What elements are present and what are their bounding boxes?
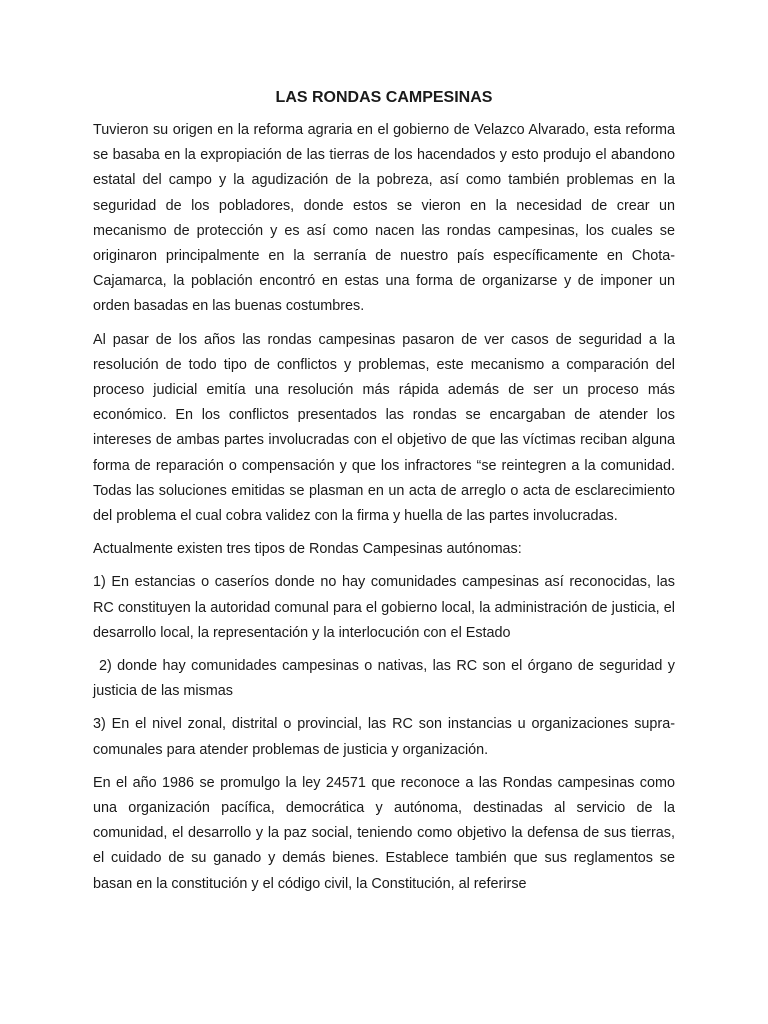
paragraph-origin: Tuvieron su origen en la reforma agraria en el gobierno de Velazco Alvarado, esta reforma se basaba en la expropiación de las tierras de los hacendados y esto produjo el abandono estatal del campo y la agudización de la pobreza, así como también problemas en la seguridad de los pobladores, donde estos se vieron en la necesidad de crear un mecanismo de protección y es así como nacen las rondas campesinas, los cuales se originaron principalmente en la serranía de nuestro país específicamente en Chota- Cajamarca, la población encontró en estas una forma de organizarse y de imponer un orden basadas en las buenas costumbres. [93,122,675,315]
paragraph-type-2: 2) donde hay comunidades campesinas o nativas, las RC son el órgano de seguridad y justicia de las mismas [93,658,675,700]
document-page [93,86,675,905]
paragraph-type-3: 3) En el nivel zonal, distrital o provincial, las RC son instancias u organizaciones supra-comunales para atender problemas de justicia y organización. [93,716,675,758]
paragraph-type-1: 1) En estancias o caseríos donde no hay comunidades campesinas así reconocidas, las RC constituyen la autoridad comunal para el gobierno local, la administración de justicia, el desarrollo local, la representación y la interlocución con el Estado [93,574,675,641]
paragraph-law-1986: En el año 1986 se promulgo la ley 24571 que reconoce a las Rondas campesinas como una organización pacífica, democrática y autónoma, destinadas al servicio de la comunidad, el desarrollo y la paz social, teniendo como objetivo la defensa de sus tierras, el cuidado de su ganado y demás bienes. Establece también que sus reglamentos se basan en la constitución y el código civil, la Constitución, al referirse [93,774,675,892]
paragraph-evolution: Al pasar de los años las rondas campesinas pasaron de ver casos de seguridad a la resolución de todo tipo de conflictos y problemas, este mecanismo a comparación del proceso judicial emitía una resolución más rápida además de ser un proceso más económico. En los conflictos presentados las rondas se encargaban de atender los intereses de ambas partes involucradas con el objetivo de que las víctimas reciban alguna forma de reparación o compensación y que los infractores “se reintegren a la comunidad. Todas las soluciones emitidas se plasman en un acta de arreglo o acta de esclarecimiento del problema el cual cobra validez con la firma y huella de las partes involucradas. [93,331,675,525]
document-title: LAS RONDAS CAMPESINAS [275,89,493,106]
paragraph-types-intro: Actualmente existen tres tipos de Rondas Campesinas autónomas: [93,541,522,558]
